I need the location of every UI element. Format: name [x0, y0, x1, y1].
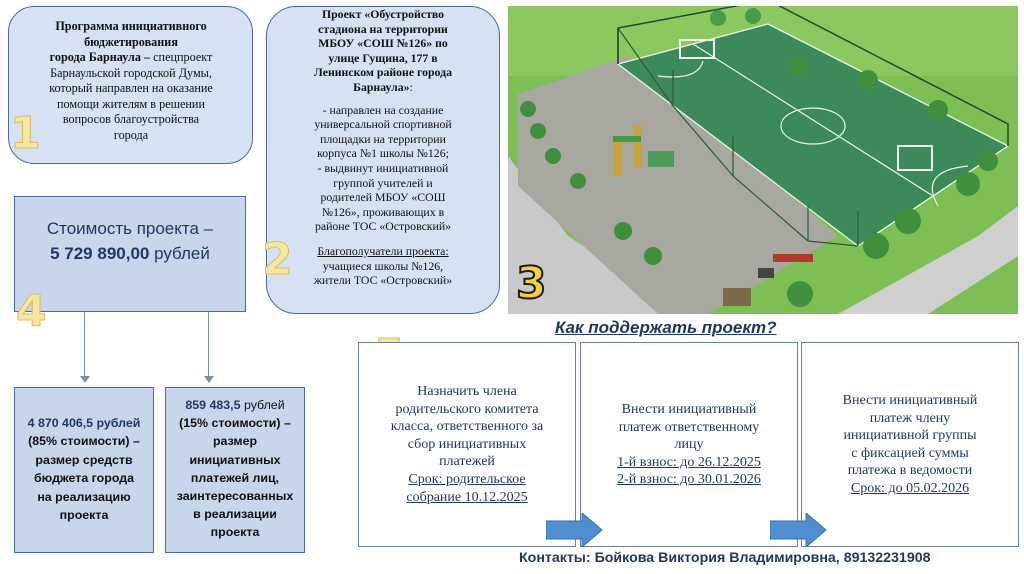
- initiative-payments-line: платежей лиц,: [190, 470, 280, 485]
- project-title-line: стадиона на территории: [318, 21, 448, 36]
- city-budget-line: бюджета города: [34, 471, 134, 486]
- step-line: Внести инициативный: [842, 393, 978, 408]
- project-title-line: МБОУ «СОШ №126» по: [318, 36, 448, 51]
- support-heading: Как поддержать проект?: [555, 318, 777, 337]
- city-budget-line: проекта: [59, 508, 109, 523]
- step-line: платежа в ведомости: [847, 463, 973, 479]
- step-deadline: собрание 10.12.2025: [406, 489, 528, 505]
- step-line: платежей: [439, 454, 495, 470]
- city-budget-text: [14, 414, 154, 524]
- project-title-line: Проект «Обустройство: [321, 7, 445, 21]
- step-line: родительского комитета: [395, 401, 539, 417]
- program-desc-line: Барнаульской городской Думы,: [50, 65, 212, 80]
- step-deadline: 2-й взнос: до 30.01.2026: [617, 472, 761, 488]
- initiative-payments-line: в реализации: [193, 507, 277, 522]
- initiative-payments-amount: 859 483,5 рублей: [185, 398, 285, 412]
- step-line: инициативной группы: [843, 428, 977, 444]
- city-budget-line: размер средств: [35, 452, 133, 467]
- step-number-4: 4: [16, 286, 47, 337]
- support-step-2-text: [584, 401, 794, 489]
- project-desc-line: родителей МБОУ «СОШ: [320, 190, 446, 205]
- program-title-line: Программа инициативного: [55, 19, 207, 33]
- connector-arrowhead: [204, 376, 214, 383]
- support-step-1-text: [362, 383, 572, 506]
- step-line: лицу: [674, 437, 704, 453]
- beneficiaries-line: жители ТОС «Островский»: [313, 273, 453, 288]
- step-line: сбор инициативных: [407, 436, 527, 452]
- initiative-payments-line: заинтересованных: [176, 489, 294, 504]
- project-desc-line: группой учителей и: [333, 175, 433, 190]
- city-budget-amount: 4 870 406,5 рублей: [27, 416, 141, 430]
- project-title-line: Ленинском районе города: [314, 65, 452, 80]
- step-line: с фиксацией суммы: [851, 445, 969, 461]
- initiative-payments-line: (15% стоимости) –: [179, 416, 291, 431]
- project-cost-value: 5 729 890,00 рублей: [50, 244, 210, 263]
- beneficiaries-line: учащиеся школы №126,: [322, 258, 444, 273]
- step-deadline: Срок: до 05.02.2026: [850, 480, 970, 496]
- connector-line: [84, 312, 85, 378]
- connector-line: [208, 312, 209, 378]
- step-line: Внести инициативный: [621, 402, 757, 417]
- step-deadline: 1-й взнос: до 26.12.2025: [617, 454, 761, 470]
- initiative-payments-line: проекта: [210, 525, 260, 540]
- step-number-1: 1: [10, 108, 41, 159]
- connector-arrowhead: [80, 376, 90, 383]
- program-desc-line: города: [113, 127, 149, 142]
- program-desc-line: вопросов благоустройства: [62, 112, 200, 126]
- contacts-line: Контакты: Бойкова Виктория Владимировна, 89132231908: [519, 550, 931, 566]
- project-desc-line: №126», проживающих в: [321, 204, 445, 219]
- initiative-payments-line: размер: [212, 434, 258, 449]
- program-info-text: [14, 19, 248, 143]
- project-desc-line: - направлен на создание: [322, 102, 444, 117]
- project-title-line: улице Гущина, 177 в: [328, 50, 438, 65]
- project-cost-text: [14, 216, 246, 266]
- step-number-2: 2: [262, 234, 293, 285]
- project-cost-label: Стоимость проекта –: [46, 219, 214, 238]
- city-budget-line: на реализацию: [37, 489, 131, 504]
- program-title-line: бюджетирования: [84, 34, 178, 49]
- project-desc-line: корпуса №1 школы №126;: [317, 146, 449, 161]
- project-desc-line: районе ТОС «Островский»: [314, 219, 452, 234]
- arrow-right-icon: [770, 513, 828, 547]
- program-title-line: города Барнаула – спецпроект: [49, 50, 213, 64]
- project-info-text: [274, 7, 492, 288]
- stadium-illustration: [508, 6, 1018, 314]
- beneficiaries-label: Благополучатели проекта:: [317, 243, 449, 258]
- step-line: класса, ответственного за: [390, 419, 544, 435]
- program-desc-line: который направлен на оказание: [49, 81, 213, 95]
- initiative-payments-line: инициативных: [189, 452, 281, 467]
- step-line: платеж ответственному: [618, 419, 760, 435]
- initiative-payments-text: [165, 396, 305, 542]
- stadium-render-image: [508, 6, 1018, 314]
- step-line: Назначить члена: [417, 384, 517, 399]
- step-number-3: 3: [516, 258, 547, 309]
- city-budget-line: (85% стоимости) –: [28, 434, 140, 449]
- project-desc-line: площадки на территории: [320, 131, 446, 146]
- project-desc-line: - выдвинут инициативной: [317, 160, 449, 175]
- project-title-line: Барнаула»:: [353, 79, 413, 94]
- project-desc-line: универсальной спортивной: [314, 117, 452, 132]
- program-desc-line: помощи жителям в решении: [57, 96, 205, 111]
- step-line: платеж члену: [869, 410, 951, 426]
- step-deadline: Срок: родительское: [408, 471, 526, 487]
- arrow-right-icon: [546, 513, 604, 547]
- support-step-3-text: [805, 392, 1015, 498]
